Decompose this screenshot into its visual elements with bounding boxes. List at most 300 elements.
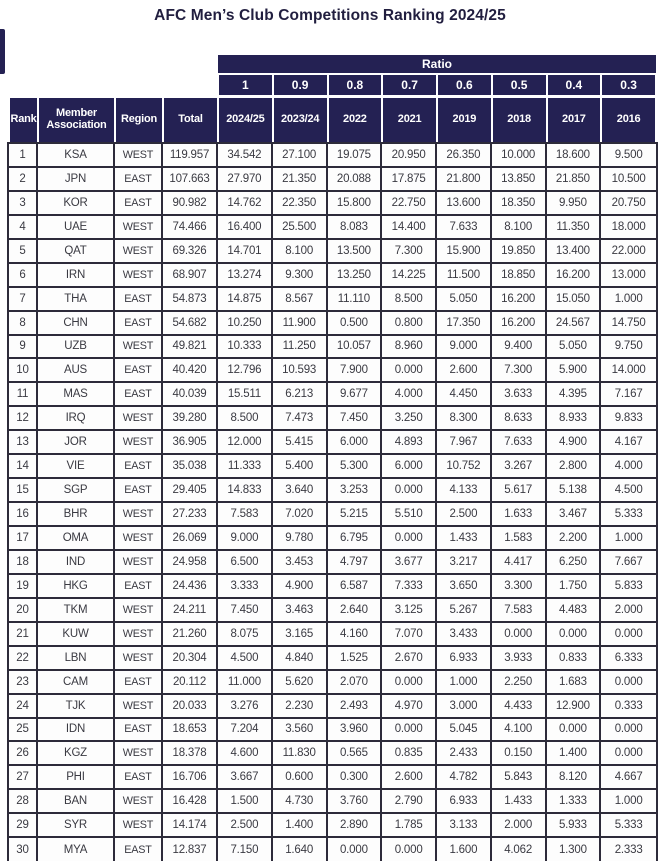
cell-2022: 13.250	[328, 264, 383, 288]
cell-2017: 18.600	[547, 144, 602, 168]
cell-2018: 1.583	[492, 527, 547, 551]
cell-2018: 7.583	[492, 599, 547, 623]
cell-2016: 5.333	[601, 814, 656, 838]
cell-2016: 6.333	[601, 647, 656, 671]
cell-region: EAST	[115, 766, 163, 790]
cell-2017: 1.400	[547, 742, 602, 766]
cell-2017: 2.200	[547, 527, 602, 551]
cell-2016: 22.000	[601, 240, 656, 264]
cell-2018: 16.200	[492, 312, 547, 336]
cell-region: WEST	[115, 551, 163, 575]
cell-2019: 3.650	[437, 575, 492, 599]
cell-region: EAST	[115, 479, 163, 503]
cell-2023-24: 7.020	[273, 503, 328, 527]
cell-2024-25: 4.600	[218, 742, 273, 766]
cell-2019: 4.450	[437, 383, 492, 407]
cell-region: WEST	[115, 527, 163, 551]
cell-2021: 4.000	[382, 383, 437, 407]
cell-2023-24: 11.830	[273, 742, 328, 766]
cell-2021: 17.875	[382, 168, 437, 192]
cell-2023-24: 0.600	[273, 766, 328, 790]
cell-rank: 5	[9, 240, 38, 264]
cell-region: WEST	[115, 814, 163, 838]
cell-2019: 1.433	[437, 527, 492, 551]
ratio-values-spacer	[9, 75, 218, 95]
cell-member-association: KSA	[38, 144, 115, 168]
cell-2022: 1.525	[328, 647, 383, 671]
cell-region: EAST	[115, 719, 163, 743]
cell-rank: 30	[9, 838, 38, 861]
cell-member-association: CAM	[38, 671, 115, 695]
column-header-row	[7, 98, 658, 142]
column-header-2017: 2017	[547, 98, 602, 142]
cell-2019: 2.433	[437, 742, 492, 766]
cell-member-association: BHR	[38, 503, 115, 527]
cell-2017: 4.395	[547, 383, 602, 407]
cell-2024-25: 1.500	[218, 790, 273, 814]
cell-2022: 3.960	[328, 719, 383, 743]
cell-2022: 3.760	[328, 790, 383, 814]
ratio-value-header-0-6: 0.6	[437, 75, 492, 95]
cell-2017: 5.050	[547, 336, 602, 360]
cell-2018: 3.933	[492, 647, 547, 671]
cell-2022: 13.500	[328, 240, 383, 264]
cell-2023-24: 3.640	[273, 479, 328, 503]
cell-2024-25: 14.833	[218, 479, 273, 503]
page-title: AFC Men’s Club Competitions Ranking 2024/25	[154, 7, 506, 24]
table-body	[7, 142, 658, 861]
cell-member-association: BAN	[38, 790, 115, 814]
cell-member-association: SGP	[38, 479, 115, 503]
cell-total: 18.653	[163, 719, 218, 743]
cell-rank: 23	[9, 671, 38, 695]
cell-region: EAST	[115, 312, 163, 336]
cell-region: EAST	[115, 288, 163, 312]
cell-2016: 0.000	[601, 742, 656, 766]
cell-2023-24: 22.350	[273, 192, 328, 216]
cell-2019: 26.350	[437, 144, 492, 168]
cell-2023-24: 27.100	[273, 144, 328, 168]
cell-2023-24: 4.900	[273, 575, 328, 599]
cell-rank: 1	[9, 144, 38, 168]
cell-2018: 10.000	[492, 144, 547, 168]
cell-2021: 2.790	[382, 790, 437, 814]
cell-2017: 6.250	[547, 551, 602, 575]
cell-2024-25: 9.000	[218, 527, 273, 551]
cell-2024-25: 12.796	[218, 359, 273, 383]
cell-member-association: IRN	[38, 264, 115, 288]
cell-2024-25: 10.333	[218, 336, 273, 360]
cell-2016: 2.000	[601, 599, 656, 623]
column-header-rank: Rank	[9, 98, 38, 142]
cell-2018: 18.850	[492, 264, 547, 288]
cell-2022: 0.000	[328, 838, 383, 861]
cell-2017: 15.050	[547, 288, 602, 312]
cell-total: 24.211	[163, 599, 218, 623]
cell-region: WEST	[115, 742, 163, 766]
cell-total: 24.958	[163, 551, 218, 575]
cell-region: EAST	[115, 671, 163, 695]
cell-total: 20.304	[163, 647, 218, 671]
ratio-value-header-0-3: 0.3	[601, 75, 656, 95]
cell-2018: 8.633	[492, 407, 547, 431]
cell-total: 69.326	[163, 240, 218, 264]
cell-total: 27.233	[163, 503, 218, 527]
cell-2021: 0.835	[382, 742, 437, 766]
cell-2019: 3.000	[437, 695, 492, 719]
ranking-table	[7, 55, 658, 861]
cell-2021: 7.333	[382, 575, 437, 599]
cell-rank: 18	[9, 551, 38, 575]
cell-2024-25: 14.762	[218, 192, 273, 216]
column-header-2018: 2018	[492, 98, 547, 142]
cell-2018: 7.300	[492, 359, 547, 383]
cell-2023-24: 3.560	[273, 719, 328, 743]
cell-2022: 10.057	[328, 336, 383, 360]
cell-member-association: OMA	[38, 527, 115, 551]
cell-2017: 0.000	[547, 719, 602, 743]
cell-2017: 1.750	[547, 575, 602, 599]
ratio-value-header-0-5: 0.5	[492, 75, 547, 95]
cell-2017: 0.833	[547, 647, 602, 671]
cell-2024-25: 7.583	[218, 503, 273, 527]
cell-member-association: JPN	[38, 168, 115, 192]
cell-2018: 13.850	[492, 168, 547, 192]
cell-2022: 6.587	[328, 575, 383, 599]
cell-2017: 1.300	[547, 838, 602, 861]
cell-2019: 9.000	[437, 336, 492, 360]
cell-2021: 8.960	[382, 336, 437, 360]
cell-2017: 8.120	[547, 766, 602, 790]
cell-2019: 5.045	[437, 719, 492, 743]
cell-2024-25: 11.000	[218, 671, 273, 695]
cell-2024-25: 3.667	[218, 766, 273, 790]
cell-2023-24: 2.230	[273, 695, 328, 719]
cell-2018: 16.200	[492, 288, 547, 312]
cell-region: WEST	[115, 264, 163, 288]
cell-2019: 2.500	[437, 503, 492, 527]
cell-total: 26.069	[163, 527, 218, 551]
cell-member-association: AUS	[38, 359, 115, 383]
cell-2017: 3.467	[547, 503, 602, 527]
cell-2022: 19.075	[328, 144, 383, 168]
cell-2017: 1.333	[547, 790, 602, 814]
cell-2019: 11.500	[437, 264, 492, 288]
ratio-value-header-0-8: 0.8	[328, 75, 383, 95]
cell-member-association: KGZ	[38, 742, 115, 766]
cell-2016: 0.000	[601, 671, 656, 695]
cell-2016: 1.000	[601, 790, 656, 814]
cell-2016: 20.750	[601, 192, 656, 216]
cell-2021: 0.000	[382, 838, 437, 861]
cell-region: WEST	[115, 431, 163, 455]
cell-2021: 0.000	[382, 527, 437, 551]
cell-total: 40.039	[163, 383, 218, 407]
cell-2016: 18.000	[601, 216, 656, 240]
cell-2022: 7.450	[328, 407, 383, 431]
cell-rank: 2	[9, 168, 38, 192]
cell-2023-24: 5.620	[273, 671, 328, 695]
cell-2022: 11.110	[328, 288, 383, 312]
cell-2023-24: 9.300	[273, 264, 328, 288]
cell-2021: 3.677	[382, 551, 437, 575]
cell-2016: 4.000	[601, 455, 656, 479]
cell-total: 24.436	[163, 575, 218, 599]
cell-2016: 4.667	[601, 766, 656, 790]
cell-total: 107.663	[163, 168, 218, 192]
cell-member-association: TKM	[38, 599, 115, 623]
cell-2018: 3.267	[492, 455, 547, 479]
cell-2021: 4.970	[382, 695, 437, 719]
cell-region: WEST	[115, 599, 163, 623]
cell-2024-25: 4.500	[218, 647, 273, 671]
cell-member-association: CHN	[38, 312, 115, 336]
cell-2019: 6.933	[437, 647, 492, 671]
cell-2021: 0.000	[382, 671, 437, 695]
cell-2019: 2.600	[437, 359, 492, 383]
cell-2019: 3.133	[437, 814, 492, 838]
cell-2023-24: 3.463	[273, 599, 328, 623]
cell-member-association: IDN	[38, 719, 115, 743]
cell-2021: 0.800	[382, 312, 437, 336]
cell-total: 18.378	[163, 742, 218, 766]
cell-2018: 0.000	[492, 623, 547, 647]
cell-2016: 1.000	[601, 527, 656, 551]
cell-2017: 21.850	[547, 168, 602, 192]
cell-2024-25: 10.250	[218, 312, 273, 336]
cell-rank: 21	[9, 623, 38, 647]
cell-2018: 4.100	[492, 719, 547, 743]
cell-2018: 1.633	[492, 503, 547, 527]
cell-2016: 14.750	[601, 312, 656, 336]
cell-2022: 0.500	[328, 312, 383, 336]
cell-2016: 5.833	[601, 575, 656, 599]
cell-2016: 9.833	[601, 407, 656, 431]
cell-2024-25: 7.150	[218, 838, 273, 861]
cell-2022: 0.300	[328, 766, 383, 790]
cell-2021: 14.400	[382, 216, 437, 240]
cell-2021: 0.000	[382, 719, 437, 743]
cell-2017: 16.200	[547, 264, 602, 288]
cell-2023-24: 8.100	[273, 240, 328, 264]
cell-2017: 1.683	[547, 671, 602, 695]
cell-2021: 14.225	[382, 264, 437, 288]
cell-2022: 2.640	[328, 599, 383, 623]
cell-member-association: MYA	[38, 838, 115, 861]
cell-member-association: SYR	[38, 814, 115, 838]
cell-total: 20.033	[163, 695, 218, 719]
cell-2016: 0.333	[601, 695, 656, 719]
cell-rank: 25	[9, 719, 38, 743]
cell-2018: 2.250	[492, 671, 547, 695]
ratio-band-header: Ratio	[218, 55, 656, 73]
cell-2023-24: 5.400	[273, 455, 328, 479]
cell-2022: 4.160	[328, 623, 383, 647]
cell-region: EAST	[115, 838, 163, 861]
cell-member-association: LBN	[38, 647, 115, 671]
column-header-region: Region	[115, 98, 163, 142]
cell-2016: 5.333	[601, 503, 656, 527]
cell-2023-24: 3.453	[273, 551, 328, 575]
cell-total: 74.466	[163, 216, 218, 240]
cell-2019: 3.433	[437, 623, 492, 647]
cell-region: EAST	[115, 359, 163, 383]
cell-rank: 17	[9, 527, 38, 551]
cell-rank: 15	[9, 479, 38, 503]
cell-rank: 6	[9, 264, 38, 288]
cell-total: 39.280	[163, 407, 218, 431]
cell-total: 68.907	[163, 264, 218, 288]
cell-2019: 5.267	[437, 599, 492, 623]
cell-2017: 2.800	[547, 455, 602, 479]
cell-rank: 11	[9, 383, 38, 407]
cell-2024-25: 8.500	[218, 407, 273, 431]
cell-2019: 5.050	[437, 288, 492, 312]
cell-2021: 1.785	[382, 814, 437, 838]
cell-2016: 2.333	[601, 838, 656, 861]
cell-2016: 4.167	[601, 431, 656, 455]
cell-region: WEST	[115, 216, 163, 240]
cell-2021: 0.000	[382, 359, 437, 383]
cell-2021: 7.300	[382, 240, 437, 264]
cell-rank: 24	[9, 695, 38, 719]
cell-total: 29.405	[163, 479, 218, 503]
column-header-2021: 2021	[382, 98, 437, 142]
cell-2016: 10.500	[601, 168, 656, 192]
cell-2021: 2.600	[382, 766, 437, 790]
cell-2023-24: 9.780	[273, 527, 328, 551]
cell-2022: 2.070	[328, 671, 383, 695]
cell-2024-25: 8.075	[218, 623, 273, 647]
cell-2018: 9.400	[492, 336, 547, 360]
cell-2018: 8.100	[492, 216, 547, 240]
cell-rank: 16	[9, 503, 38, 527]
ratio-values-row	[7, 75, 658, 95]
cell-2021: 8.500	[382, 288, 437, 312]
cell-region: WEST	[115, 790, 163, 814]
cell-2019: 1.000	[437, 671, 492, 695]
cell-2021: 7.070	[382, 623, 437, 647]
cell-2018: 3.300	[492, 575, 547, 599]
cell-2017: 11.350	[547, 216, 602, 240]
cell-2022: 7.900	[328, 359, 383, 383]
cell-2023-24: 25.500	[273, 216, 328, 240]
cell-2018: 2.000	[492, 814, 547, 838]
cell-2023-24: 21.350	[273, 168, 328, 192]
cell-2016: 4.500	[601, 479, 656, 503]
cell-total: 14.174	[163, 814, 218, 838]
cell-2024-25: 34.542	[218, 144, 273, 168]
cell-total: 49.821	[163, 336, 218, 360]
cell-2023-24: 3.165	[273, 623, 328, 647]
cell-2016: 14.000	[601, 359, 656, 383]
cell-member-association: KUW	[38, 623, 115, 647]
cell-rank: 10	[9, 359, 38, 383]
cell-region: WEST	[115, 144, 163, 168]
cell-2023-24: 4.730	[273, 790, 328, 814]
cell-2016: 13.000	[601, 264, 656, 288]
cell-total: 16.706	[163, 766, 218, 790]
cell-2018: 0.150	[492, 742, 547, 766]
cell-2019: 10.752	[437, 455, 492, 479]
cell-2021: 22.750	[382, 192, 437, 216]
cell-total: 21.260	[163, 623, 218, 647]
cell-2021: 3.250	[382, 407, 437, 431]
cell-member-association: TJK	[38, 695, 115, 719]
cell-total: 36.905	[163, 431, 218, 455]
cell-2017: 5.900	[547, 359, 602, 383]
cell-total: 12.837	[163, 838, 218, 861]
cell-2017: 4.900	[547, 431, 602, 455]
cell-2022: 20.088	[328, 168, 383, 192]
cell-total: 35.038	[163, 455, 218, 479]
cell-rank: 26	[9, 742, 38, 766]
column-header-2016: 2016	[601, 98, 656, 142]
cell-2022: 5.300	[328, 455, 383, 479]
cropped-edge-artifact	[0, 29, 5, 74]
cell-2023-24: 4.840	[273, 647, 328, 671]
column-header-member-association: Member Association	[38, 98, 115, 142]
cell-2023-24: 10.593	[273, 359, 328, 383]
cell-region: WEST	[115, 407, 163, 431]
cell-2022: 5.215	[328, 503, 383, 527]
cell-region: WEST	[115, 503, 163, 527]
cell-2021: 5.510	[382, 503, 437, 527]
cell-2024-25: 14.875	[218, 288, 273, 312]
cell-rank: 19	[9, 575, 38, 599]
cell-total: 20.112	[163, 671, 218, 695]
cell-2018: 19.850	[492, 240, 547, 264]
cell-total: 119.957	[163, 144, 218, 168]
ratio-value-header-0-7: 0.7	[382, 75, 437, 95]
column-header-2019: 2019	[437, 98, 492, 142]
cell-member-association: MAS	[38, 383, 115, 407]
cell-2023-24: 5.415	[273, 431, 328, 455]
cell-member-association: PHI	[38, 766, 115, 790]
cell-2019: 3.217	[437, 551, 492, 575]
cell-2024-25: 6.500	[218, 551, 273, 575]
cell-2023-24: 1.640	[273, 838, 328, 861]
cell-2017: 13.400	[547, 240, 602, 264]
cell-2022: 4.797	[328, 551, 383, 575]
cell-2019: 15.900	[437, 240, 492, 264]
cell-rank: 7	[9, 288, 38, 312]
cell-2016: 9.750	[601, 336, 656, 360]
ratio-band-row	[7, 55, 658, 73]
cell-member-association: HKG	[38, 575, 115, 599]
cell-2022: 15.800	[328, 192, 383, 216]
cell-region: EAST	[115, 383, 163, 407]
cell-region: WEST	[115, 695, 163, 719]
cell-2022: 2.493	[328, 695, 383, 719]
cell-region: WEST	[115, 647, 163, 671]
cell-2024-25: 3.276	[218, 695, 273, 719]
cell-region: EAST	[115, 168, 163, 192]
cell-2021: 4.893	[382, 431, 437, 455]
cell-region: EAST	[115, 192, 163, 216]
cell-2024-25: 16.400	[218, 216, 273, 240]
cell-2017: 5.138	[547, 479, 602, 503]
ratio-value-header-1: 1	[218, 75, 273, 95]
cell-2023-24: 11.900	[273, 312, 328, 336]
cell-2017: 0.000	[547, 623, 602, 647]
cell-2022: 6.795	[328, 527, 383, 551]
column-header-2023-24: 2023/24	[273, 98, 328, 142]
cell-2021: 20.950	[382, 144, 437, 168]
cell-2019: 17.350	[437, 312, 492, 336]
cell-2019: 4.782	[437, 766, 492, 790]
cell-member-association: UZB	[38, 336, 115, 360]
